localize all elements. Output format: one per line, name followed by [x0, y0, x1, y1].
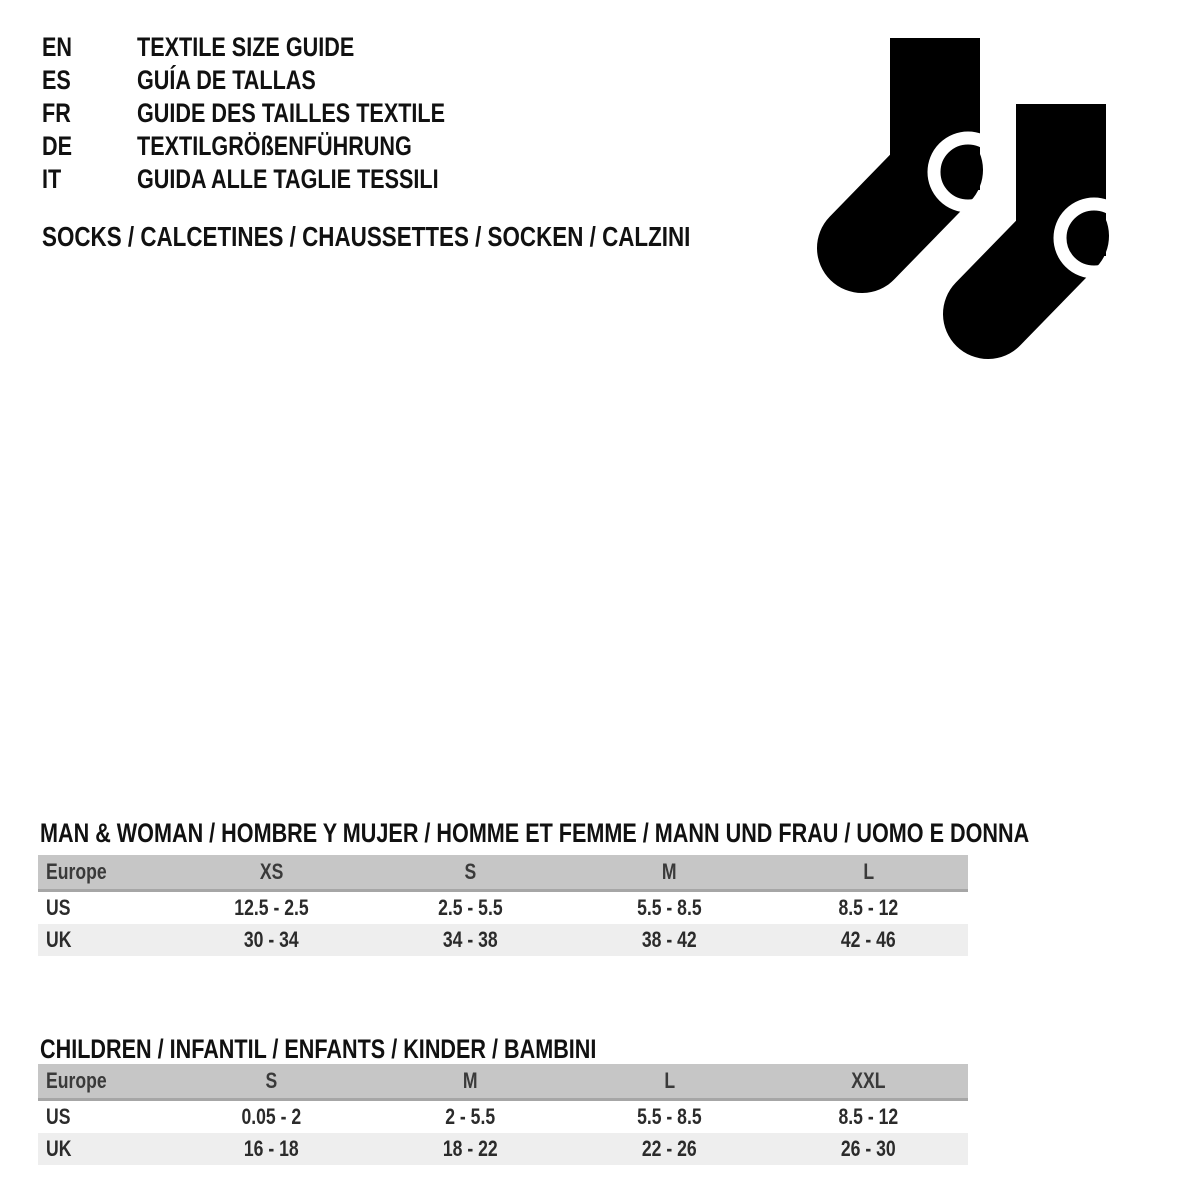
size-value: 8.5 - 12 — [769, 1100, 968, 1134]
size-value: 16 - 18 — [172, 1133, 371, 1165]
product-category-title — [42, 222, 853, 252]
size-table-children — [38, 1064, 968, 1165]
language-code: DE — [42, 131, 73, 161]
product-category-text: SOCKS / CALCETINES / CHAUSSETTES / SOCKEN / CALZINI — [42, 221, 691, 252]
header-cell-size: XS — [172, 855, 371, 891]
header-cell-size: M — [371, 1064, 570, 1100]
language-code: EN — [42, 32, 73, 62]
table-title-adults-text: MAN & WOMAN / HOMBRE Y MUJER / HOMME ET FEMME / MANN UND FRAU / UOMO E DONNA — [40, 818, 1030, 848]
row-label: UK — [38, 924, 172, 956]
size-table-adults — [38, 855, 968, 956]
size-value: 2 - 5.5 — [371, 1100, 570, 1134]
language-code: IT — [42, 164, 62, 194]
sock-left-icon — [862, 38, 1002, 248]
header-cell-size: L — [570, 1064, 769, 1100]
table-header-row — [38, 1064, 968, 1100]
size-value: 8.5 - 12 — [769, 891, 968, 925]
language-title: GUIDA ALLE TAGLIE TESSILI — [137, 164, 439, 194]
size-value: 22 - 26 — [570, 1133, 769, 1165]
size-value: 5.5 - 8.5 — [570, 891, 769, 925]
table-title-adults — [40, 819, 1200, 847]
size-value: 12.5 - 2.5 — [172, 891, 371, 925]
language-row — [42, 31, 522, 64]
size-value: 34 - 38 — [371, 924, 570, 956]
language-row — [42, 97, 522, 130]
language-row — [42, 163, 522, 196]
header-cell-region: Europe — [38, 1064, 172, 1100]
header-cell-size: S — [172, 1064, 371, 1100]
header-cell-size: L — [769, 855, 968, 891]
socks-icon — [800, 20, 1130, 390]
size-table-children-wrap — [38, 1064, 968, 1165]
table-row-uk — [38, 1133, 968, 1165]
row-label: UK — [38, 1133, 172, 1165]
header-cell-size: XXL — [769, 1064, 968, 1100]
language-row — [42, 130, 522, 163]
row-label: US — [38, 1100, 172, 1134]
table-title-children-text: CHILDREN / INFANTIL / ENFANTS / KINDER / BAMBINI — [40, 1034, 597, 1064]
table-row-us — [38, 891, 968, 925]
table-title-children — [40, 1035, 736, 1063]
header-cell-size: M — [570, 855, 769, 891]
size-value: 30 - 34 — [172, 924, 371, 956]
size-table-adults-wrap — [38, 855, 968, 956]
header-cell-size: S — [371, 855, 570, 891]
sock-right-icon — [988, 104, 1128, 314]
language-code: ES — [42, 65, 71, 95]
table-row-us — [38, 1100, 968, 1134]
table-header-row — [38, 855, 968, 891]
language-row — [42, 64, 522, 97]
size-value: 2.5 - 5.5 — [371, 891, 570, 925]
size-value: 0.05 - 2 — [172, 1100, 371, 1134]
language-list — [42, 31, 522, 196]
size-value: 5.5 - 8.5 — [570, 1100, 769, 1134]
language-title: GUÍA DE TALLAS — [137, 65, 316, 95]
header-cell-region: Europe — [38, 855, 172, 891]
table-row-uk — [38, 924, 968, 956]
language-title: TEXTILE SIZE GUIDE — [137, 32, 355, 62]
size-value: 18 - 22 — [371, 1133, 570, 1165]
row-label: US — [38, 891, 172, 925]
language-title: GUIDE DES TAILLES TEXTILE — [137, 98, 446, 128]
size-value: 38 - 42 — [570, 924, 769, 956]
language-title: TEXTILGRÖßENFÜHRUNG — [137, 131, 412, 161]
size-value: 42 - 46 — [769, 924, 968, 956]
language-code: FR — [42, 98, 71, 128]
size-value: 26 - 30 — [769, 1133, 968, 1165]
